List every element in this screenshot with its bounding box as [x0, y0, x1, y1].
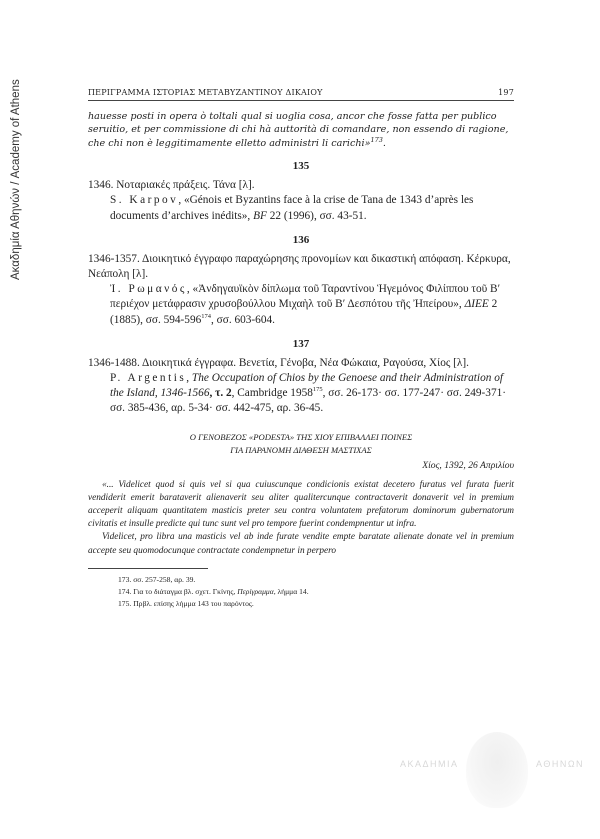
footnote-173: 173. σσ. 257-258, αρ. 39. [118, 574, 196, 584]
entry-136-rest: 2 (1885), σσ. 594-596 [110, 298, 498, 326]
entry-135-reference [88, 193, 514, 223]
footnote-174-text: 174. Για το διάταγμα βλ. σχετ. Γκίνης, [118, 586, 238, 596]
footnote-ref-174: 174 [201, 312, 211, 320]
entry-135 [88, 178, 514, 224]
running-title: ΠΕΡΙΓΡΑΜΜΑ ΙΣΤΟΡΙΑΣ ΜΕΤΑΒΥΖΑΝΤΙΝΟΥ ΔΙΚΑΙΟΥ [88, 88, 323, 97]
document-dateline: Χίος, 1392, 26 Απριλίου [422, 459, 514, 471]
latin-quotation [88, 479, 514, 558]
entry-135-author: S. Karpov [110, 194, 179, 207]
entry-136 [88, 252, 514, 328]
footnote-175: 175. Πρβλ. επίσης λήμμα 143 του παρόντος. [118, 598, 254, 608]
entry-137-rest: , Cambridge 1958 [231, 387, 313, 400]
entry-137-text: , [186, 372, 192, 385]
entry-137-title: The Occupation of Chios by the Genoese and their Administration of the Island, 1346-1566 [110, 372, 503, 400]
caption-line-1: Ο ΓΕΝΟΒΕΖΟΣ «PODESTA» ΤΗΣ ΧΙΟΥ ΕΠΙΒΑΛΛΕΙ ΠΟΙΝΕΣ [189, 431, 413, 442]
entry-136-text: , «Ἀνδηγαυϊκὸν δίπλωμα τοῦ Ταραντίνου Ἡγεμόνος Φιλίππου τοῦ Β′ περιέχον μετάφρασιν χρυσοβούλλου Μιχαὴλ τοῦ Β′ Δεσπότου τῆς Ἠπείρου», [110, 283, 501, 311]
entry-137-end: , σσ. 26-173· σσ. 177-247· σσ. 249-371· σσ. 385-436, αρ. 5-34· σσ. 442-475, αρ. 36-45. [110, 387, 507, 415]
book-page [88, 88, 514, 610]
entry-136-author: Ἰ. Ρωμανός [110, 283, 187, 296]
entry-number-136: 136 [292, 233, 310, 246]
entry-137 [88, 356, 514, 417]
quote-paragraph-1: «... Videlicet quod si quis vel si qua cuiuscunque condicionis existat decetero furatus vel furata fuerit vendiderit emerit barataverit alienaverit seu aliter qualitercunque contractaverit donaverit vel in premium acceperit aliquam quantitatem masticis preter seu contra voluntatem prefatorum dominorum gubernatorum civitatis et insulle predicte qui tunc sunt vel pro tempore fuerint condempnentur ut infra. [88, 479, 514, 530]
academy-seal-watermark [466, 732, 528, 808]
entry-137-volume: , τ. 2 [209, 387, 232, 400]
entry-number-135: 135 [292, 160, 310, 173]
entry-135-heading: 1346. Νοταριακές πράξεις. Τάνα [λ]. [88, 179, 255, 192]
entry-136-heading: 1346-1357. Διοικητικό έγγραφο παραχώρησης προνομίων και δικαστική απόφαση. Κέρκυρα, Νεάπολη [λ]. [88, 252, 511, 281]
footnote-divider [88, 568, 208, 569]
caption-line-2: ΓΙΑ ΠΑΡΑΝΟΜΗ ΔΙΑΘΕΣΗ ΜΑΣΤΙΧΑΣ [230, 444, 372, 455]
watermark-right-text: ΑΘΗΝΩΝ [536, 759, 585, 769]
document-caption [88, 431, 514, 457]
footnote-ref-173: 173 [370, 135, 383, 144]
entry-136-end: , σσ. 603-604. [211, 313, 275, 326]
entry-135-rest: 22 (1996), σσ. 43-51. [266, 209, 367, 222]
page-number: 197 [498, 88, 514, 97]
watermark-left-text: ΑΚΑΔΗΜΙΑ [400, 759, 459, 769]
quote-paragraph-2: Videlicet, pro libra una masticis vel ab inde furate vendite empte baratate alienate donate vel in premium accepte seu quomodocunque contractate condempnetur in perpero [88, 532, 514, 556]
footnote-ref-175: 175 [312, 386, 323, 394]
footnote-174 [118, 586, 514, 598]
intro-end: . [382, 137, 386, 149]
running-header [88, 88, 514, 101]
entry-136-reference [88, 282, 514, 328]
entry-137-heading: 1346-1488. Διοικητικά έγγραφα. Βενετία, Γένοβα, Νέα Φώκαια, Ραγούσα, Χίος [λ]. [88, 356, 469, 369]
entry-number-137: 137 [292, 337, 310, 350]
entry-136-journal: ΔΙΕΕ [464, 298, 489, 311]
archive-side-label: Ακαδημία Αθηνών / Academy of Athens [10, 79, 22, 280]
entry-135-journal: BF [253, 209, 267, 222]
entry-137-reference [88, 371, 514, 417]
entry-135-text: , «Génois et Byzantins face à la crise de Tana de 1343 d’après les documents d’archives inédits», [110, 194, 474, 222]
footnote-174-title: Περίγραμμα [237, 586, 274, 596]
footnotes [88, 574, 514, 610]
footnote-174-end: , λήμμα 14. [273, 586, 309, 596]
intro-text: hauesse posti in opera ò toltali qual si uoglia cosa, ancor che fosse fatta per publico seruitio, et per commissione di chi hà auttorità di comandare, non essendo di ragione, che chi non è leggitimamente elletto administri li carichi» [88, 111, 509, 149]
intro-paragraph [88, 110, 514, 150]
entry-137-author: P. Argentis [110, 372, 187, 385]
